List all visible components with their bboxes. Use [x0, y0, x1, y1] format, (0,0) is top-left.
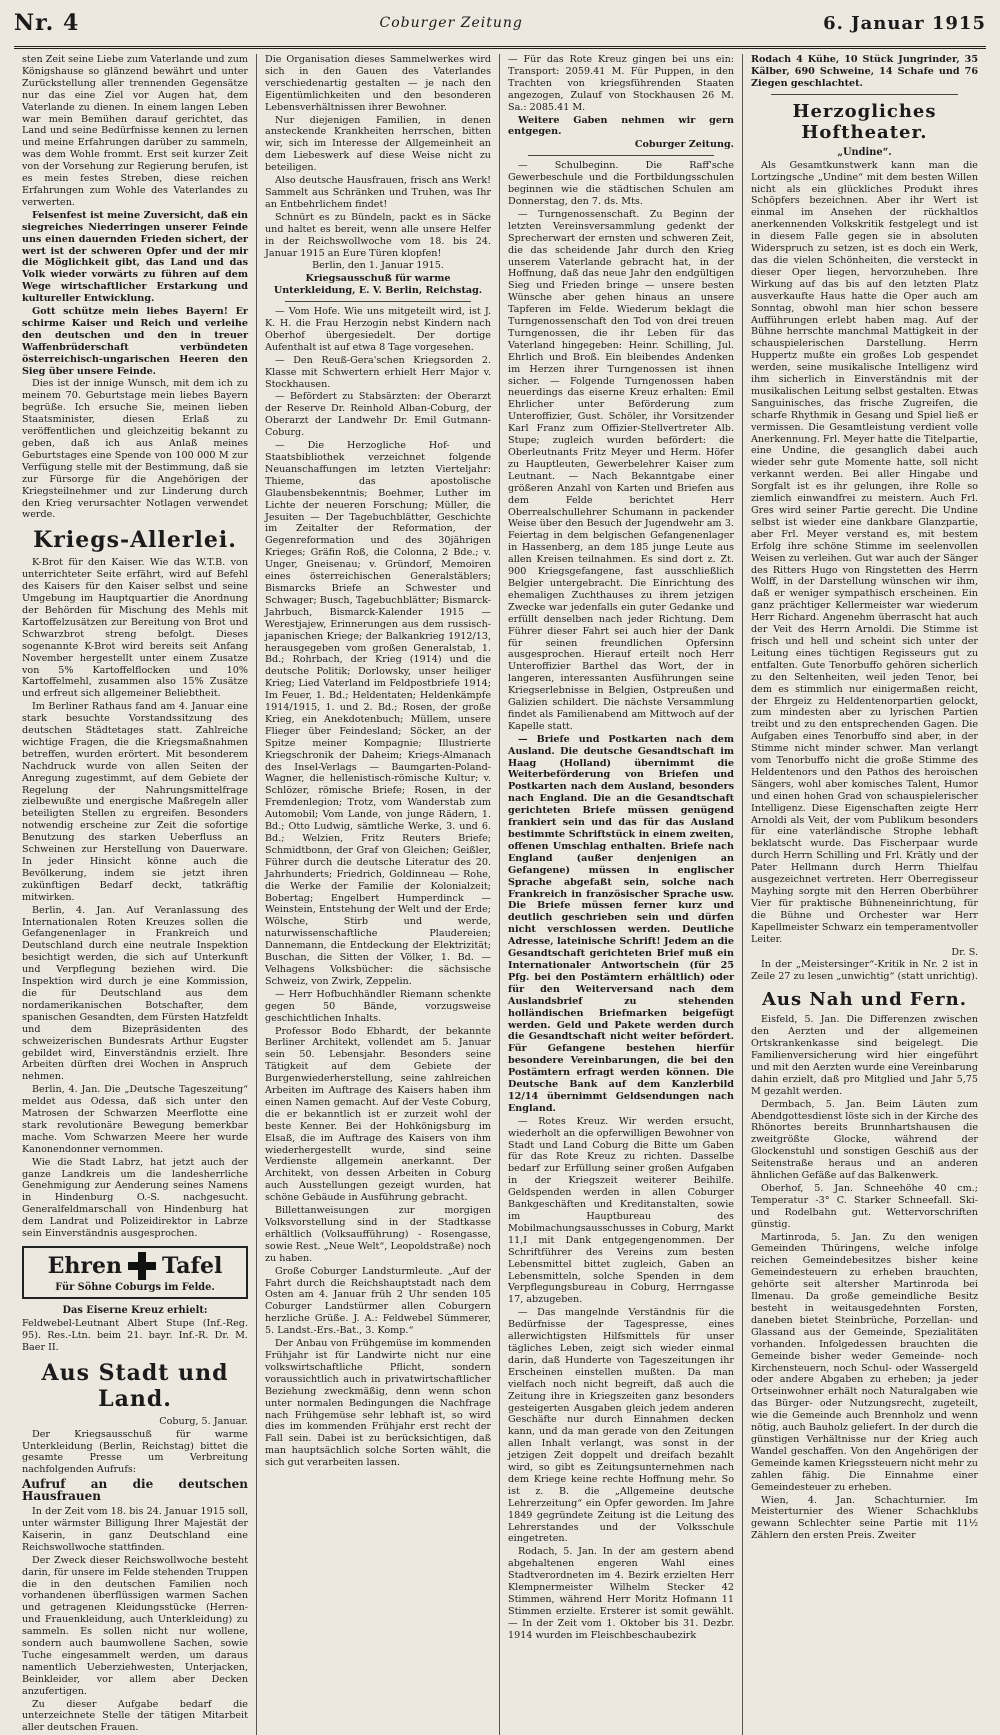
ehrentafel-right: Tafel [162, 1253, 223, 1279]
section-title-stadt-land: Aus Stadt und Land. [41, 1359, 229, 1412]
article-text: Als Gesamtkunstwerk kann man die Lortzingsche „Undine“ mit dem besten Willen nicht als ein glückliches Produkt ihres Schöpfers bezeichnen. Aber ihr Wert ist einmal im Ansehen der rückhaltlos anerkennenden Volkskritik festgelegt und ist in diesem Falle gegen sie in absoluten Widerspruch zu setzen, ist es doch ein Werk, das die vielen Schönheiten, die versteckt in dieser Oper liegen, hervorzuheben. Ihre Wirkung auf das bis auf den letzten Platz ausverkaufte Haus hatte die Oper auch am Sonntag, obwohl man hier schon bessere Aufführungen erlebt haben mag. Auf der Bühne herrschte manchmal Mattigkeit in der schauspielerischen Darstellung. Herrn Huppertz mußte ein großes Lob gespendet werden, seine musikalische Intelligenz wird ihm sicherlich in Einverständnis mit der musikalischen Leitung selbst gestalten. Etwas Sanguinisches, das frische Zugreifen, die scharfe Rhythmik in Gesang und Spiel ließ er vermissen. Die Gesamtleistung verdient volle Anerkennung. Frl. Meyer hatte die Titelpartie, eine Undine, die gesanglich dabei auch wieder sehr gute Momente hatte, soll nicht verkannt werden. Bei aller Hingabe und Sorgfalt ist es ihr gelungen, ihre Rolle so ziemlich einwandfrei zu meistern. Auch Frl. Gres wird seiner Partie gerecht. Die Undine selbst ist wieder eine dankbare Glanzpartie, aber Frl. Meyer verstand es, mit bestem Erfolg ihre schöne Stimme im seelenvollen Weisen zu verleihen. Gut war auch der Sänger des Ritters Hugo von Ringstetten des Herrn Wolff, in der Darstellung wünschen wir ihm, daß er weniger sympathisch erscheinen. Ein ganz prächtiger Kellermeister war wiederum Herr Richard. Angenehm überrascht hat auch der Veit des Herrn Arnoldi. Die Stimme ist frisch und hell und scheint sich unter der Leitung eines tüchtigen Regisseurs gut zu entfalten. Gute Tenorbuffo gehören sicherlich zu den Seltenheiten, weil jeden Tenor, bei dem es stimmlich nur einigermaßen reicht, der Ehrgeiz zu Heldentenorpartien gelockt, zum mindesten aber zu lyrischen Partien treibt und zu den entsprechenden Gagen. Die Aufgaben eines Tenorbuffo sind aber, in der Stimme nicht minder schwer. Man verlangt vom Tenorbuffo nicht die große Stimme des Heldentenors und den Pathos des heroischen Sängers, wohl aber komisches Talent, Humor und einen hohen Grad von schauspielerischer Intelligenz. Diese Eigenschaften zeigte Herr Arnoldi als Veit, der vom Publikum besonders für eine vaterländische Strophe lebhaft beklatscht wurde. Das Fischerpaar wurde durch Herrn Schilling und Frl. Krätly und der Pater Hellmann durch Herrn Thielfau ausgezeichnet vertreten. Herr Oberregisseur Mayhing sorgte mit den Herren Oberbührer Vier für praktische Bühneneinrichtung, für die Bühne und Orchester war Herr Kapellmeister Schwarz ein temperamentvoller Leiter. [751, 159, 978, 945]
article-text: — Die Herzogliche Hof- und Staatsbibliothek verzeichnet folgende Neuanschaffungen im letzten Vierteljahr: Thieme, das apostolische Glaubensbekenntnis; Boehmer, Luther im Lichte der neueren Forschung; Müller, die Jesuiten — Der Tagebuchblätter, Geschichte im Zeitalter der Reformation, der Gegenreformation und des 30jährigen Krieges; Gräfin Roß, die Colonna, 2 Bde.; v. Unger, Gneisenau; v. Gründorf, Memoiren eines österreichischen Generalstäblers; Bismarcks Briefe an Schwester und Schwager; Busch, Tagebuchblätter; Bismarck-Jahrbuch, Bismarck-Kalender 1915 — Werestjajew, Erinnerungen aus dem russisch-japanischen Kriege; der Balkankrieg 1912/13, herausgegeben vom großen Generalstab, 1. Bd.; Rohrbach, der Krieg (1914) und die deutsche Politik; Dorlowsky, unser heiliger Krieg; Lied Vaterland im Feldpostbriefe 1914; Im Feuer, 1. Bd.; Heldentaten; Heldenkämpfe 1914/1915, 1. und 2. Bd.; Rosen, der große Krieg, ein Anekdotenbuch; Müllem, unsere Flieger über Feindesland; Söcker, an der Spitze meiner Kompagnie; Illustrierte Kriegschronik der Daheim; Kriegs-Almanach des Insel-Verlags — Baumgarten-Poland-Wagner, die hellenistisch-römische Kultur; v. Schlözer, römische Briefe; Rosen, in der Fremdenlegion; Trotz, vom Wanderstab zum Automobil; Vom Lande, von junge Rädern, 1. Bd.; Otto Ludwig, sämtliche Werke, 3. und 6. Bd.; Welzien, Fritz Reuters Briefe; Schmidtbonn, der Graf von Gleichen; Geißler, Führer durch die deutsche Literatur des 20. Jahrhunderts; Friedrich, Goldinneau — Rohe, die Werke der Familie der Kolonialzeit; Bobertag; Engelbert Humperdinck — Weinstein, Entstehung der Welt und der Erde; Wölsche, Stirb und werde, naturwissenschaftliche Plaudereien; Dannemann, die Entdeckung der Elektrizität; Buschan, die Sitten der Völker, 1. Bd. — Velhagens Volksbücher: die sächsische Schweiz, von Zwirk, Zeppelin. [265, 440, 491, 987]
article-text: — Herr Hofbuchhändler Riemann schenkte gegen 50 Bände, vorzugsweise geschichtlichen Inhalts. [265, 988, 491, 1024]
opera-title: „Undine“. [837, 146, 892, 158]
column-3 [500, 54, 743, 1735]
article-text: Gott schütze mein liebes Bayern! Er schirme Kaiser und Reich und verleihe den deutschen und den in treuer Waffenbrüderschaft verbündeten österreichisch-ungarischen Heeren den Sieg über unsere Feinde. [22, 306, 248, 377]
article-text: — Schulbeginn. Die Raff'sche Gewerbeschule und die Fortbildungsschulen beginnen wie die städtischen Schulen am Donnerstag, den 7. ds. Mts. [508, 160, 734, 207]
masthead [14, 0, 986, 49]
column-1 [14, 54, 257, 1735]
issue-date: 6. Januar 1915 [823, 12, 986, 34]
divider [771, 94, 958, 95]
article-text: Dies ist der innige Wunsch, mit dem ich zu meinem 70. Geburtstage mein liebes Bayern begrüße. Ich ersuche Sie, meinen lieben Staatsminister, diesen Erlaß zu veröffentlichen und gleichzeitig bekannt zu geben, daß ich aus Anlaß meines Geburtstages eine Spende von 100 000 M zur Verfügung stelle mit der Bestimmung, daß sie zur Fürsorge für die Angehörigen der Kriegsteilnehmer und zur Linderung durch den Krieg verursachter Notlagen verwendet werde. [22, 378, 248, 521]
article-text: sten Zeit seine Liebe zum Vaterlande und zum Königshause so glänzend bewährt und unter Zurückstellung aller trennenden Gegensätze nur das eine Ziel vor Augen hat, dem Vaterlande zu dienen. In einem langen Leben war mein Bemühen darauf gerichtet, das Land und seine Bedürfnisse kennen zu lernen und meine Erfahrungen darüber zu sammeln, was dem Wohle frommt. Erst seit kurzer Zeit von der Vorsehung zur Regierung berufen, ist es mein festes Streben, diese reichen Erfahrungen zum Wohle des Vaterlandes zu verwerten. [22, 54, 248, 208]
article-text: — Den Reuß-Gera'schen Kriegsorden 2. Klasse mit Schwertern erhielt Herr Major v. Stockhausen. [265, 354, 491, 390]
signature: Dr. S. [951, 946, 978, 958]
article-text: K-Brot für den Kaiser. Wie das W.T.B. von unterrichteter Seite erfährt, wird auf Befehl des Kaisers für den Kaiser selbst und seine Umgebung im Hauptquartier die Anordnung der Behörden für Mischung des Mehls mit Kartoffelzusätzen zur Bereitung von Brot und Schwarzbrot streng befolgt. Dieses sogenannte K-Brot wird bereits seit Anfang November hergestellt unter einem Zusatze von 5% Kartoffelflocken und 10% Kartoffelmehl, zusammen also 15% Zusätze und erfreut sich allgemeiner Beliebtheit. [22, 557, 248, 700]
article-text: Die Organisation dieses Sammelwerkes wird sich in den Gauen des Vaterlandes verschiedenartig gestalten — je nach den Eigentümlichkeiten und den besonderen Lebensverhältnissen ihrer Bewohner. [265, 54, 491, 113]
article-text: Schnürt es zu Bündeln, packt es in Säcke und haltet es bereit, wenn alle unsere Helfer in der Reichswollwoche vom 18. bis 24. Januar 1915 an Eure Türen klopfen! [265, 211, 491, 259]
ehrentafel-header [28, 1252, 242, 1280]
ehrentafel-box [22, 1246, 248, 1299]
article-text: Zu dieser Aufgabe bedarf die unterzeichnete Stelle der tätigen Mitarbeit aller deutschen Frauen. [22, 1698, 248, 1734]
article-text: Weitere Gaben nehmen wir gern entgegen. [508, 114, 734, 138]
signature-date: Berlin, den 1. Januar 1915. [312, 260, 444, 272]
section-title-nah-fern: Aus Nah und Fern. [761, 989, 968, 1011]
article-text: Billettanweisungen zur morgigen Volksvorstellung sind in der Stadtkasse erhältlich (Volksaufführung) - Rosengasse, sowie Rest. „Neue Welt“, Leopoldstraße) noch zu haben. [265, 1205, 491, 1264]
article-text: Rodach 4 Kühe, 10 Stück Jungrinder, 35 Kälber, 690 Schweine, 14 Schafe und 76 Ziegen geschlachtet. [751, 54, 978, 89]
aufruf-title: Aufruf an die deutschen Hausfrauen [22, 1477, 248, 1504]
divider [285, 301, 471, 302]
column-2 [257, 54, 500, 1735]
article-text: — Rotes Kreuz. Wir werden ersucht, wiederholt an die opferwilligen Bewohner von Stadt und Land Coburg die Bitte um Gaben für das Rote Kreuz zu richten. Dasselbe bedarf zur Erfüllung seiner großen Aufgaben in der Kriegszeit weiterer Beihilfe. Geldspenden werden in allen Coburger Bankgeschäften und Kreditanstalten, sowie im Hauptbureau des Mobilmachungsausschusses in Coburg, Markt 11,I mit Dank entgegengenommen. Der Schriftführer des Vereins zum besten Lebensmittel bittet zugleich, Gaben an Lebensmitteln, solche Spenden in dem Verpflegungsbureau in Coburg, Herrngasse 17, abzugeben. [508, 1115, 734, 1306]
article-text: In der Zeit vom 18. bis 24. Januar 1915 soll, unter wärmster Billigung Ihrer Majestät der Kaiserin, in ganz Deutschland eine Reichswollwoche stattfinden. [22, 1506, 248, 1553]
section-title-hoftheater: Herzogliches Hoftheater. [792, 100, 937, 143]
article-text: — Das mangelnde Verständnis für die Bedürfnisse der Tagespresse, eines allerwichtigsten Hilfsmittels für unser tägliches Leben, zeigt sich wieder einmal darin, daß Hunderte von Tageszeitungen ihr Erscheinen einstellen mußten. Da man vielfach noch nicht begreift, daß auch die Zeitung ihre in Kriegszeiten ganz besonders gesteigerten Ausgaben gleich jedem anderen Geschäfte nur durch Einnahmen decken kann, und da man gerade von den Zeitungen allen Inhalt verlangt, was sonst in der jetzigen Zeit doppelt und dreifach bezahlt wird, so gibt es Zeitungsunternehmen nach dem Kriege keine rechte Hoffnung mehr. So ist z. B. die „Allgemeine deutsche Lehrerzeitung“ ein Opfer geworden. Im Jahre 1849 gegründete Zeitung ist die Leitung des Lehrerstandes und der Volksschule eingetreten. [508, 1307, 734, 1545]
ehrentafel-left: Ehren [47, 1253, 122, 1279]
dateline: Coburg, 5. Januar. [159, 1415, 248, 1427]
eisernes-kreuz-title: Das Eiserne Kreuz erhielt: [62, 1305, 208, 1316]
article-text: In der „Meistersinger“-Kritik in Nr. 2 ist in Zeile 27 zu lesen „unwichtig“ (statt unrichtig). [751, 959, 978, 983]
article-text: Wien, 4. Jan. Schachturnier. Im Meisterturnier des Wiener Schachklubs gewann Schlechter seine Partie mit 11½ Zählern den ersten Preis. Zweiter [751, 1494, 978, 1542]
article-text: Eisfeld, 5. Jan. Die Differenzen zwischen den Aerzten und der allgemeinen Ortskrankenkasse sind beigelegt. Die Familienversicherung wird hier eingeführt und mit den Aerzten wurde eine Vereinbarung dahin erzielt, daß pro Mitglied und Jahr 5,75 M gezahlt werden. [751, 1014, 978, 1097]
article-text: Berlin, 4. Jan. Auf Veranlassung des Internationalen Roten Kreuzes sollen die Gefangenenlager in Frankreich und Deutschland durch eine neutrale Inspektion besichtigt werden, die sich auf Unterkunft und Verpflegung beziehen wird. Die Inspektion wird durch je eine Kommission, die für Deutschland aus dem nordamerikanischen Botschafter, dem spanischen Gesandten, dem Fürsten Hatzfeldt und dem Bizepräsidenten des schweizerischen Bundesrats Arthur Eugster gebildet wird, Einverständnis erzielt. Ihre Arbeiten dürften drei Wochen in Anspruch nehmen. [22, 904, 248, 1083]
article-text: Wie die Stadt Labrz, hat jetzt auch der ganze Landkreis um die landesherrliche Genehmigung zur Aenderung seines Namens in Hindenburg O.-S. nachgesucht. Generalfeldmarschall von Hindenburg hat dem Landrat und Polizeidirektor in Labrze sein Einverständnis ausgesprochen. [22, 1156, 248, 1240]
newspaper-title: Coburger Zeitung [379, 15, 523, 31]
article-text: Feldwebel-Leutnant Albert Stupe (Inf.-Reg. 95). Res.-Ltn. beim 21. bayr. Inf.-R. Dr. M. Baer II. [22, 1318, 248, 1353]
article-text: Nur diejenigen Familien, in denen ansteckende Krankheiten herrschen, bitten wir, sich im Interesse der Allgemeinheit an dem Liebeswerk auf diese Weise nicht zu beteiligen. [265, 114, 491, 174]
article-text: Der Zweck dieser Reichswollwoche besteht darin, für unsere im Felde stehenden Truppen die in den deutschen Familien noch vorhandenen überflüssigen warmen Sachen und getragenen Kleidungsstücke (Herren- und Frauenkleidung, auch Unterkleidung) zu sammeln. Es sollen nicht nur wollene, sondern auch baumwollene Sachen, sowie Tuche eingesammelt werden, um daraus namentlich Ueberziehwesten, Unterjacken, Beinkleider, vor allem aber Decken anzufertigen. [22, 1554, 248, 1697]
article-text: Professor Bodo Ebhardt, der bekannte Berliner Architekt, vollendet am 5. Januar sein 50. Lebensjahr. Besonders seine Tätigkeit auf dem Gebiete der Burgenwiederherstellung, seine zahlreichen Arbeiten im Auftrage des Kaisers haben ihm einen Namen gemacht. Auf der Veste Coburg, die er bekanntlich ist er zurzeit wohl der beste Kenner. Bei der Hohkönigsburg im Elsaß, die im Auftrage des Kaisers von ihm wiederhergestellt wurde, sind seine Verdienste allgemein anerkannt. Der Architekt, von dessen Arbeiten in Coburg auch Ausstellungen gezeigt wurden, hat schöne Gebäude in Ausführung gebracht. [265, 1025, 491, 1204]
article-text: — Vom Hofe. Wie uns mitgeteilt wird, ist J. K. H. die Frau Herzogin nebst Kindern nach Oberhof übergesiedelt. Der dortige Aufenthalt ist auf etwa 8 Tage vorgesehen. [265, 306, 491, 353]
article-text: Dermbach, 5. Jan. Beim Läuten zum Abendgottesdienst löste sich in der Kirche des Rhönortes bereits Brunnhartshausen die zweitgrößte Glocke, während der Glockenstuhl und sonstigen Geschiß aus der Seitenstraße heraus und an anderen ähnlichen Gefäße auf das Balkenwerk. [751, 1098, 978, 1182]
article-text: Also deutsche Hausfrauen, frisch ans Werk! Sammelt aus Schränken und Truhen, was Ihr an Entbehrlichem findet! [265, 175, 491, 210]
article-text: Oberhof, 5. Jan. Schneehöhe 40 cm.; Temperatur -3° C. Starker Schneefall. Ski- und Rodelbahn gut. Wettervorschriften günstig. [751, 1182, 978, 1230]
article-text: Rodach, 5. Jan. In der am gestern abend abgehaltenen engeren Wahl eines Stadtverordneten im 4. Bezirk erzielten Herr Klempnermeister Wilhelm Stecker 42 Stimmen, während Herr Moritz Hofmann 11 Stimmen erzielte. Ersterer ist somit gewählt. — In der Zeit vom 1. Oktober bis 31. Dezbr. 1914 wurden im Fleischbeschaubezirk [508, 1546, 734, 1641]
article-text: — Turngenossenschaft. Zu Beginn der letzten Vereinsversammlung gedenkt der Sprecherwart der ernsten und schweren Zeit, die das scheidende Jahr durch den Krieg unserem Vaterlande gebracht hat, in der Hoffnung, daß das neue Jahr den endgültigen Sieg und Frieden bringe — unsere besten Wünsche aber gehen hinaus an unsere Tapferen im Felde. Wiederum beklagt die Turngenossenschaft den Tod von drei treuen Turngenossen, die ihr Leben für das Vaterland hingegeben: Heinr. Schilling, Jul. Ehrlich und Broß. Ein bleibendes Andenken im Herzen ihrer Turngenossen ist ihnen sicher. — Folgende Turngenossen haben neuerdings das eiserne Kreuz erhalten: Emil Ehrlicher unter Beförderung zum Unteroffizier, Gust. Schöler, ihr Vorsitzender Karl Franz zum Offizier-Stellvertreter Alb. Stupe; zugleich wurden befördert: die Oberleutnants Fritz Meyer und Herm. Höfer zu Hauptleuten, Gewerbelehrer Kaiser zum Leutnant. — Nach Bekanntgabe einer größeren Anzahl von Karten und Briefen aus dem Felde berichtet Herr Oberrealschullehrer Schumann in packender Weise über den Besuch der Jugendwehr am 3. Feiertag in dem belgischen Gefangenenlager in Hassenberg, an dem 185 junge Leute aus allen Kreisen teilnahmen. Es sind dort z. Zt. 900 Kriegsgefangene, fast ausschließlich Belgier untergebracht. Die Einrichtung des ehemaligen Zuchthauses zu ihrem jetzigen Zwecke war jedenfalls ein guter Gedanke und erfüllt denselben nach jeder Richtung. Dem Führer dieser Fahrt sei auch hier der Dank für seinen freundlichen Opfersinn ausgesprochen. Hierauf erteilt noch Herr Unteroffizier Barthel das Wort, der in langeren, interessanten Ausführungen seine Kriegserlebnisse in Belgien, Ostpreußen und Galizien schildert. Die nächste Versammlung findet als Familienabend am Mittwoch auf der Kapelle statt. [508, 208, 734, 732]
issue-number: Nr. 4 [14, 10, 80, 36]
article-text: Große Coburger Landsturmleute. „Auf der Fahrt durch die Reichshauptstadt nach dem Osten am 4. Januar früh 2 Uhr senden 105 Coburger Landstürmer allen Coburgern herzliche Grüße. J. A.: Feldwebel Sümmerer, 5. Landst.-Ers.-Bat., 3. Komp.“ [265, 1265, 491, 1337]
article-text: Martinroda, 5. Jan. Zu den wenigen Gemeinden Thüringens, welche infolge reichen Gemeindebesitzes bisher keine Gemeindesteuern zu erheben brauchten, gehörte seit altersher Martinroda bei Ilmenau. Da große gemeindliche Besitz besteht in weitausgedehnten Forsten, daneben bietet Steinbrüche, Porzellan- und Glassand aus der Gemeinde, Spezialitäten vorhanden. Infolgedessen brauchten die Gemeinde bisher weder Gemeinde- noch Kirchensteuern, noch Schul- oder Wassergeld oder andere Abgaben zu erheben; ja jeder Ortseinwohner erhält noch Naturalgaben wie das Bürger- oder Nutzungsrecht, zugeteilt, wie die Gemeinde auch Brennholz und wenn nötig, auch Bauholz geliefert. In der durch die günstigen Verhältnisse nur der Krieg auch Wandel geschaffen. Von den Angehörigen der Gemeinde kamen Kriegssteuern nicht mehr zu zahlen fähig. Die Einnahme einer Gemeindesteuer zu erheben. [751, 1231, 978, 1493]
signature: Coburger Zeitung. [634, 139, 734, 151]
columns [14, 54, 986, 1734]
article-text: Im Berliner Rathaus fand am 4. Januar eine stark besuchte Vorstandssitzung des deutschen Städtetages statt. Zahlreiche wichtige Fragen, die die Kriegsmaßnahmen betreffen, wurden erörtert. Mit besonderem Nachdruck wurde von allen Seiten der Anregung zugestimmt, auf dem Gebiete der Regelung der Nahrungsmittelfrage zielbewußte und energische Maßregeln aller beteiligten Stellen zu ergreifen. Besonders notwendig erscheine zur Zeit die sofortige Benutzung des starken Ueberfluss an Schweinen zur Herstellung von Dauerware. In jeder Hinsicht könne auch die Bevölkerung, indem sie jetzt ihren zukünftigen Bedarf deckt, tatkräftig mitwirken. [22, 701, 248, 903]
article-text: — Briefe und Postkarten nach dem Ausland. Die deutsche Gesandtschaft im Haag (Holland) übernimmt die Weiterbeförderung von Briefen und Postkarten nach dem Ausland, besonders nach England. Die an die Gesandtschaft gerichteten Briefe müssen genügend frankiert sein und das für das Ausland bestimmte Schriftstück in einem zweiten, offenen Umschlag enthalten. Briefe nach England (außer denjenigen an Gefangene) müssen in englischer Sprache abgefaßt sein, solche nach Frankreich in französischer Sprache usw. Die Briefe müssen ferner kurz und deutlich geschrieben sein und dürfen nicht verschlossen werden. Deutliche Adresse, lateinische Schrift! Jedem an die Gesandtschaft gerichteten Brief muß ein Internationaler Antwortschein (für 25 Pfg. bei den Postämtern erhältlich) oder für den Weiterversand nach dem Auslandsbrief zu stehenden holländischen Briefmarken beigefügt werden. Geld und Pakete werden durch die Gesandtschaft nicht weiter befördert. Für Gefangene bestehen hierfür besondere Vereinbarungen, die bei den Postämtern erfragt werden können. Die Deutsche Bank auf dem Kanzlerbild 12/14 übernimmt Geldsendungen nach England. [508, 733, 734, 1114]
article-text: — Befördert zu Stabsärzten: der Oberarzt der Reserve Dr. Reinhold Alban-Coburg, der Oberarzt der Landwehr Dr. Emil Gutmann-Coburg. [265, 391, 491, 439]
section-title-kriegs-allerlei: Kriegs-Allerlei. [33, 527, 237, 554]
article-text: Der Kriegsausschuß für warme Unterkleidung (Berlin, Reichstag) bittet die gesamte Presse um Verbreitung nachfolgenden Aufrufs: [22, 1428, 248, 1476]
article-text: Berlin, 4. Jan. Die „Deutsche Tageszeitung“ meldet aus Odessa, daß sich unter den Matrosen der Schwarzen Meerflotte eine stark revolutionäre Bewegung bemerkbar mache. Vom Schwarzen Meere her wurde Kanonendonner vernommen. [22, 1084, 248, 1155]
iron-cross-icon [128, 1252, 156, 1280]
ehrentafel-subtitle: Für Söhne Coburgs im Felde. [55, 1282, 215, 1293]
article-text: Der Anbau von Frühgemüse im kommenden Frühjahr ist für Landwirte nicht nur eine volkswirtschaftliche Pflicht, sondern voraussichtlich auch in privatwirtschaftlicher Beziehung zweckmäßig, denn wenn schon unter normalen Bedingungen die Nachfrage nach Frühgemüse sehr lebhaft ist, so wird dies im kommenden Frühjahr erst recht der Fall sein. Dabei ist zu berücksichtigen, daß man hauptsächlich solche Sorten wählt, die sich gut verarbeiten lassen. [265, 1338, 491, 1469]
column-4 [743, 54, 986, 1735]
divider [528, 155, 714, 156]
signature: Kriegsausschuß für warme Unterkleidung, E. V. Berlin, Reichstag. [273, 273, 483, 297]
article-text: — Für das Rote Kreuz gingen bei uns ein: Transport: 2059.41 M. Für Puppen, in den Trachten von kriegsführenden Staaten angezogen, Zulauf von Stockhausen 26 M. Sa.: 2085.41 M. [508, 54, 734, 113]
article-text: Felsenfest ist meine Zuversicht, daß ein siegreiches Niederringen unserer Feinde uns einen dauernden Frieden sichert, der wert ist der schweren Opfer und der mir die Möglichkeit gibt, das Land und das Volk wieder vorwärts zu führen auf dem Wege wirtschaftlicher Erstarkung und kultureller Entwicklung. [22, 209, 248, 305]
